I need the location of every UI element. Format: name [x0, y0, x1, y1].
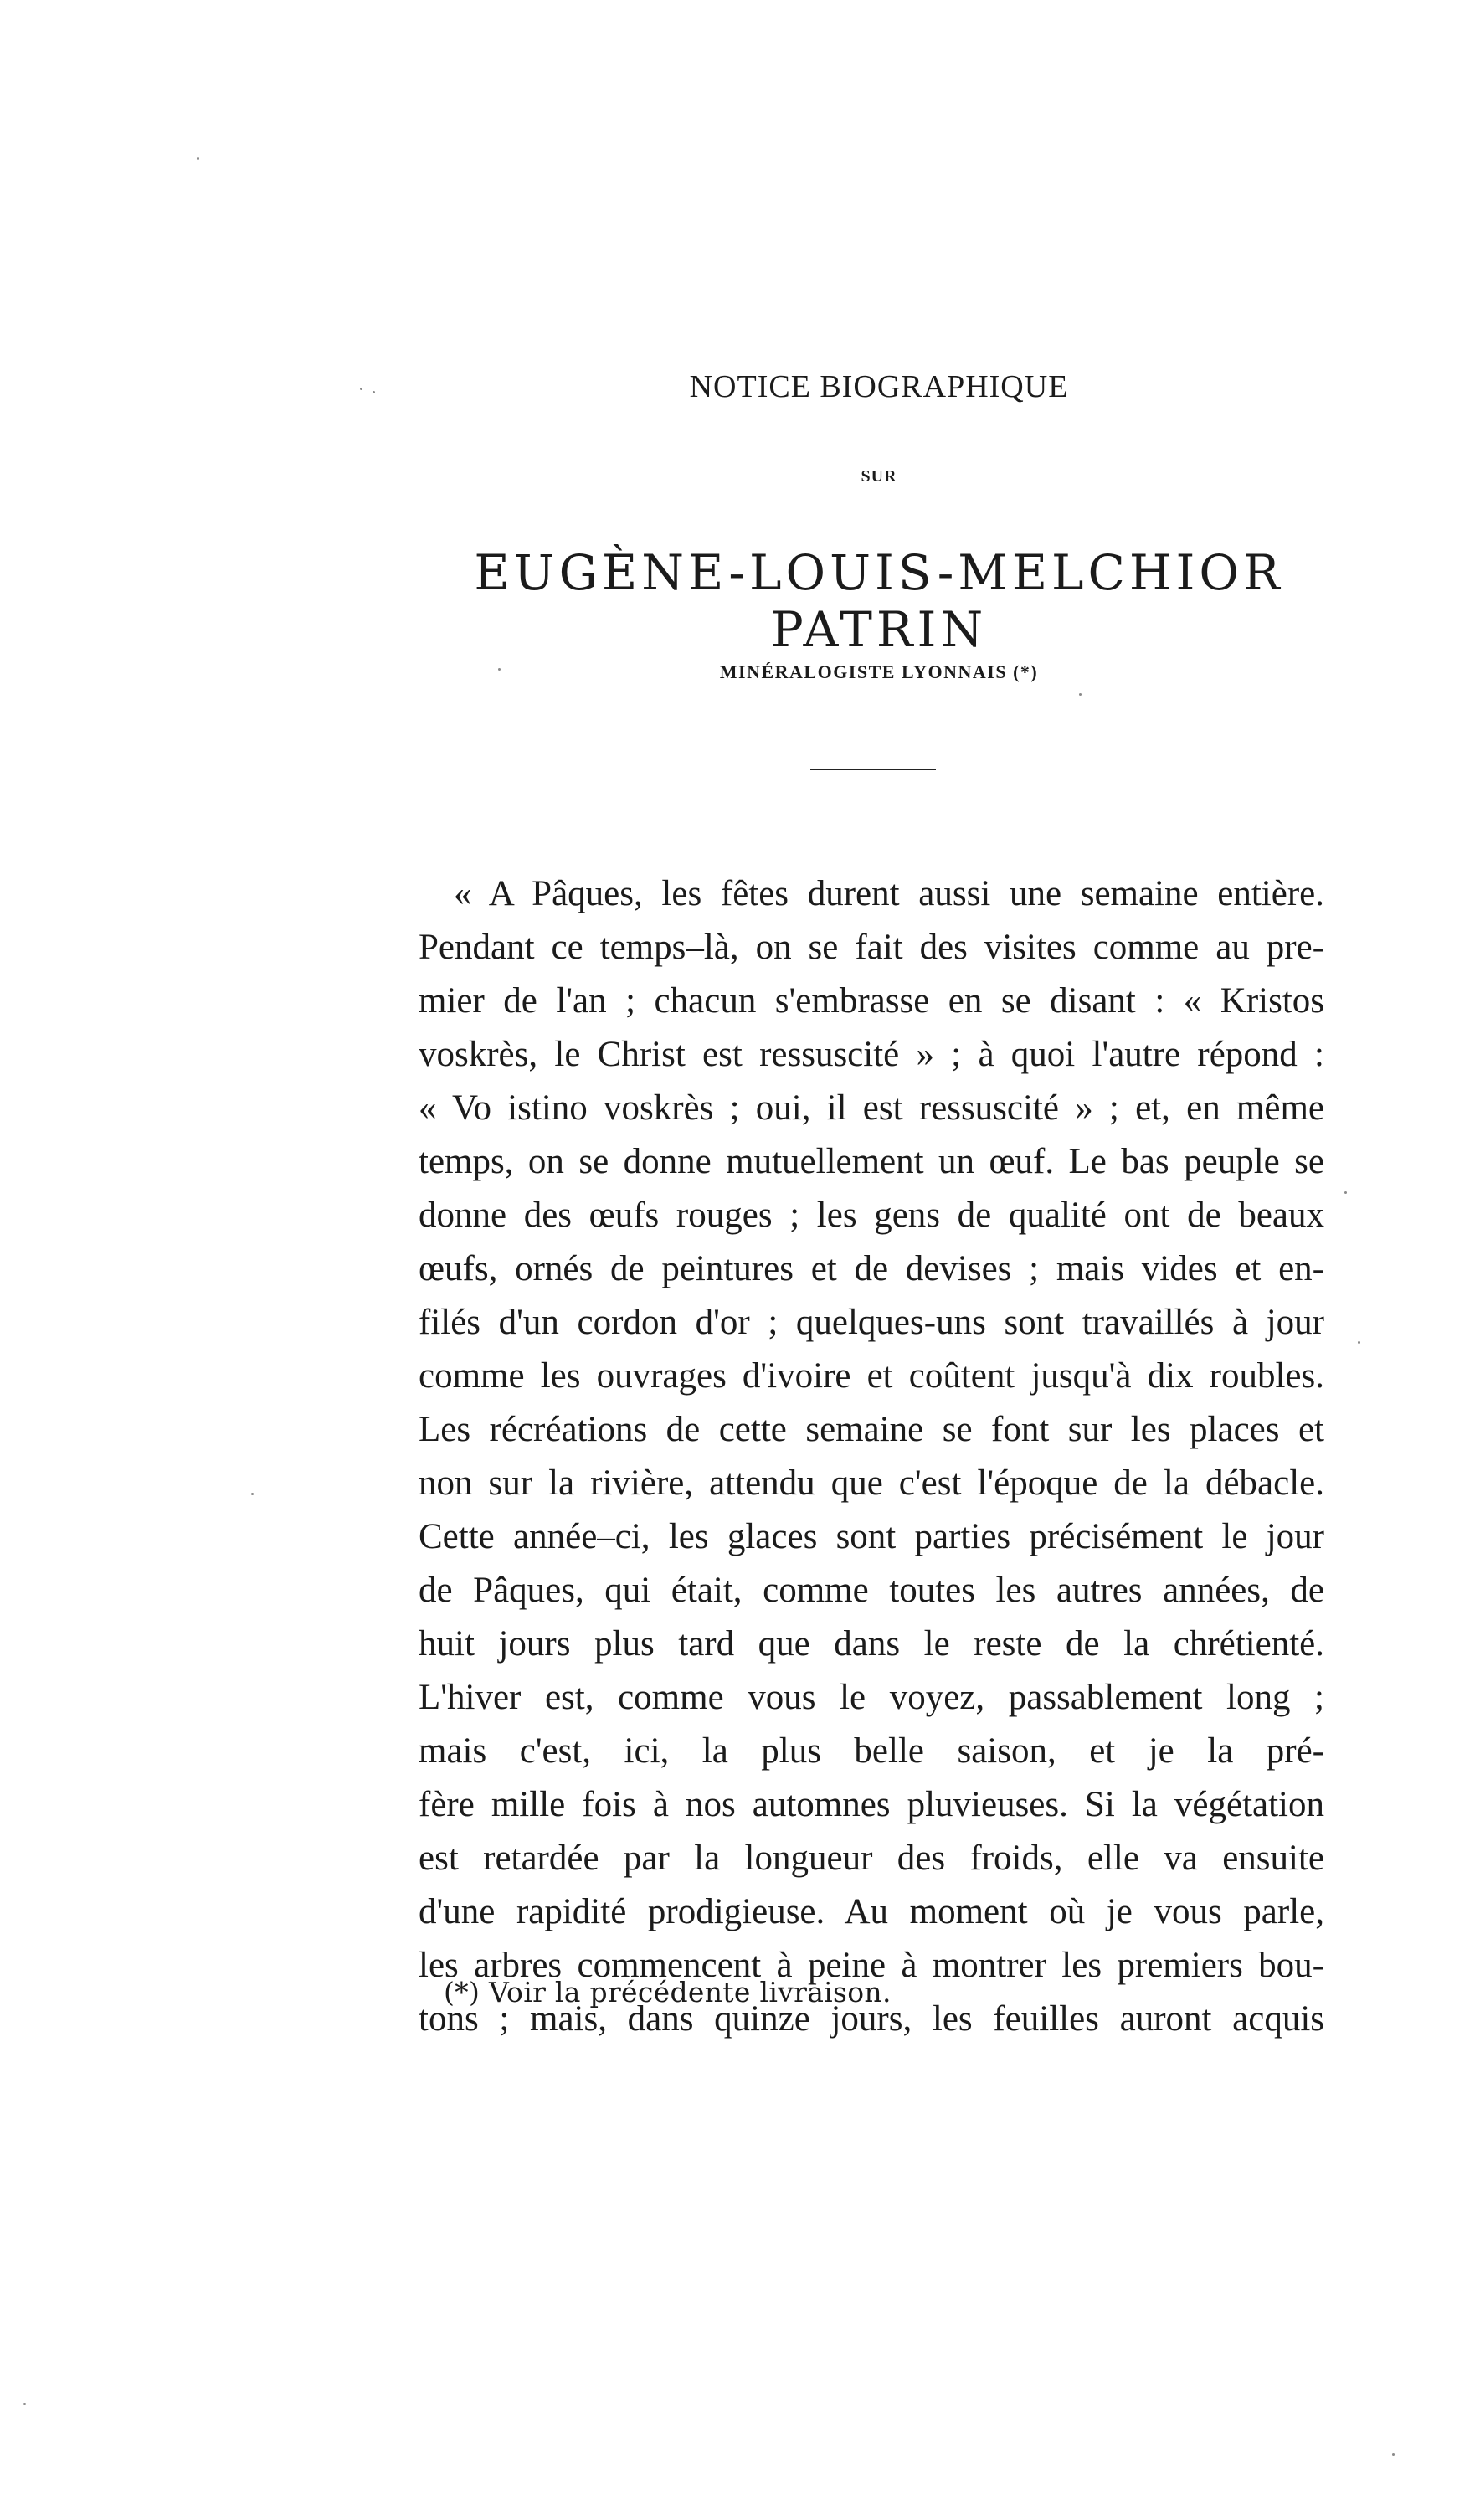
text-line: huit jours plus tard que dans le reste de la chrétienté.: [419, 1624, 1324, 1664]
scan-speck: [23, 2403, 26, 2405]
text-line: mais c'est, ici, la plus belle saison, et je la pré-: [419, 1731, 1324, 1771]
text-line: donne des œufs rouges ; les gens de qualité ont de beaux: [419, 1196, 1324, 1235]
text-line: fère mille fois à nos automnes pluvieuses. Si la végétation: [419, 1785, 1324, 1824]
subject-name: EUGÈNE-LOUIS-MELCHIOR PATRIN: [474, 544, 1284, 658]
text-line: les arbres commencent à peine à montrer les premiers bou-: [419, 1946, 1324, 1985]
text-line: Les récréations de cette semaine se font sur les places et: [419, 1410, 1324, 1449]
scan-speck: [1392, 2453, 1395, 2456]
text-line: temps, on se donne mutuellement un œuf. Le bas peuple se: [419, 1142, 1324, 1181]
notice-title: NOTICE BIOGRAPHIQUE: [689, 369, 1069, 404]
scan-speck: [1344, 1191, 1347, 1194]
text-line: tons ; mais, dans quinze jours, les feuilles auront acquis: [419, 1999, 1324, 2039]
text-line: de Pâques, qui était, comme toutes les autres années, de: [419, 1571, 1324, 1610]
subject-subtitle: MINÉRALOGISTE LYONNAIS (*): [719, 661, 1039, 682]
text-line: L'hiver est, comme vous le voyez, passablement long ;: [419, 1678, 1324, 1717]
text-line: « Vo istino voskrès ; oui, il est ressuscité » ; et, en même: [419, 1088, 1324, 1128]
scan-speck: [498, 668, 501, 671]
scan-speck: [251, 1493, 254, 1495]
scan-speck: [360, 388, 362, 390]
scan-speck: [1358, 1341, 1360, 1344]
text-line: non sur la rivière, attendu que c'est l'époque de la débacle.: [419, 1463, 1324, 1503]
body-paragraph: [419, 867, 1324, 2046]
text-line: voskrès, le Christ est ressuscité » ; à quoi l'autre répond :: [419, 1035, 1324, 1074]
scan-speck: [373, 391, 375, 393]
text-line: œufs, ornés de peintures et de devises ; mais vides et en-: [419, 1249, 1324, 1288]
text-line: comme les ouvrages d'ivoire et coûtent jusqu'à dix roubles.: [419, 1356, 1324, 1396]
scan-speck: [197, 157, 199, 160]
preposition-label: SUR: [861, 467, 897, 486]
text-line: d'une rapidité prodigieuse. Au moment où je vous parle,: [419, 1892, 1324, 1931]
text-line: filés d'un cordon d'or ; quelques-uns sont travaillés à jour: [419, 1303, 1324, 1342]
text-line: Cette année–ci, les glaces sont parties précisément le jour: [419, 1517, 1324, 1556]
scan-speck: [1079, 693, 1082, 696]
text-line: Pendant ce temps–là, on se fait des visites comme au pre-: [419, 928, 1324, 967]
footnote: (*) Voir la précédente livraison.: [444, 1976, 892, 2008]
title-rule: [810, 769, 936, 770]
text-line: mier de l'an ; chacun s'embrasse en se disant : « Kristos: [419, 981, 1324, 1021]
text-line: « A Pâques, les fêtes durent aussi une semaine entière.: [454, 874, 1324, 913]
text-line: est retardée par la longueur des froids, elle va ensuite: [419, 1839, 1324, 1878]
